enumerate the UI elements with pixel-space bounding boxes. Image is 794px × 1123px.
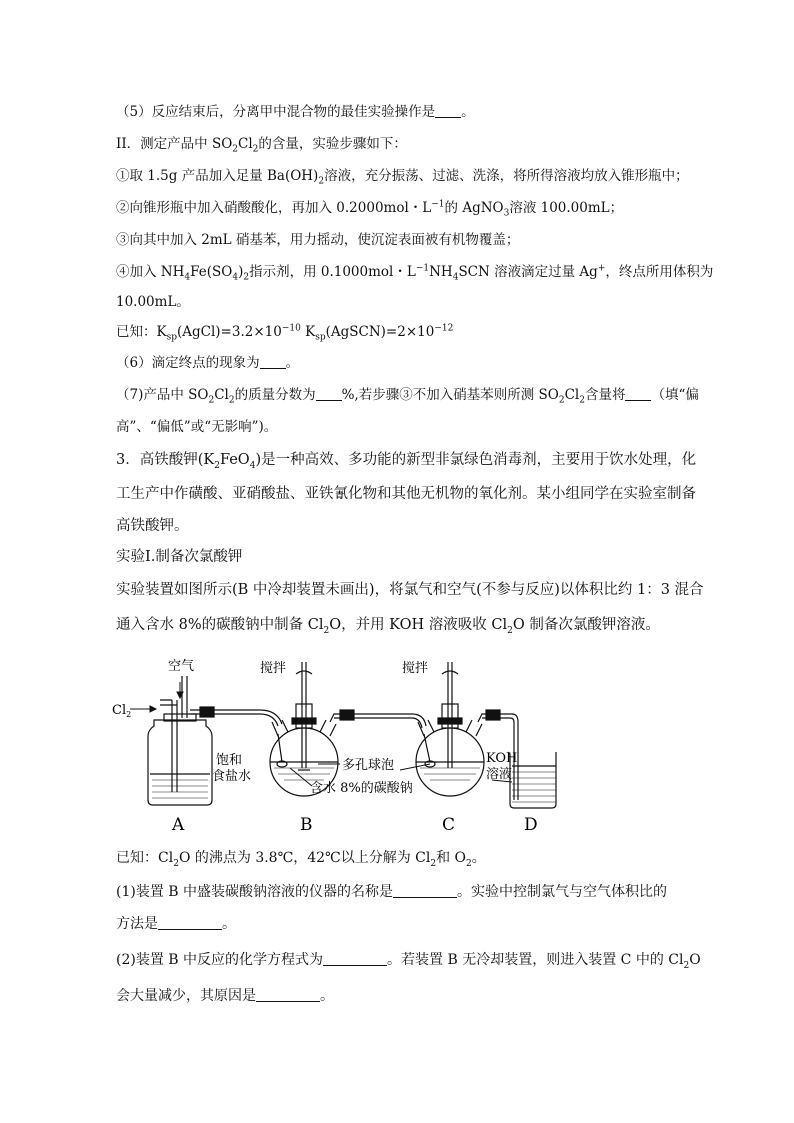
question-7-line: （7)产品中 $SO_2Cl_2$的质量分数为 %,若步骤③不加入硝基苯则所测 $SO_2Cl_2$含量将 （填“偏 [116, 387, 699, 406]
answer-blank[interactable] [435, 103, 461, 118]
brine-label-2: 食盐水 [212, 769, 252, 784]
answer-blank[interactable] [158, 915, 222, 930]
bubble-label: 多孔球泡 [342, 758, 395, 773]
question-1-line: (1)装置 B 中盛装碳酸钠溶液的仪器的名称是 。实验中控制氯气与空气体积比的 [116, 884, 668, 900]
experiment-1-desc: 实验装置如图所示(B 中冷却装置未画出)，将氯气和空气(不参与反应)以体积比约 1：3 混合 [116, 582, 704, 598]
step-4-line: ④加入 $NH_4Fe(SO_4)_2$指示剂，用 0.1000mol・$L^{-1}NH_4SCN$ 溶液滴定过量 Ag+，终点所用体积为 [116, 263, 714, 283]
air-label: 空气 [168, 659, 195, 674]
step-2-line: ②向锥形瓶中加入硝酸酸化，再加入 0.2000mol・$L^{-1}$的 AgNO$_3$溶液 100.00mL； [116, 199, 624, 219]
koh-label-2: 溶液 [486, 767, 513, 782]
question-2-continued: 会大量减少，其原因是 。 [116, 988, 334, 1004]
problem-3-intro-2: 工生产中作磺酸、亚硝酸盐、亚铁氰化物和其他无机物的氧化剂。某小组同学在实验室制备 [116, 486, 696, 502]
cl2-label: $Cl_2$ [112, 703, 132, 719]
answer-blank[interactable] [256, 987, 320, 1002]
question-1-continued: 方法是 。 [116, 916, 236, 932]
answer-blank[interactable] [316, 386, 342, 401]
question-5-line: （5）反应结束后，分离甲中混合物的最佳实验操作是 。 [116, 104, 475, 120]
experiment-1-heading: 实验Ⅰ.制备次氯酸钾 [116, 549, 243, 565]
stir-label-b: 搅拌 [260, 661, 287, 676]
stir-label-c: 搅拌 [402, 661, 429, 676]
apparatus-label-a: A [172, 815, 185, 835]
apparatus-label-d: D [524, 815, 538, 835]
answer-blank[interactable] [323, 951, 387, 966]
koh-label-1: KOH [486, 751, 518, 766]
answer-blank[interactable] [393, 883, 457, 898]
step-4-continued: 10.00mL。 [116, 294, 190, 310]
question-7-continued: 高”、“偏低”或“无影响”)。 [116, 419, 278, 435]
problem-3-intro-3: 高铁酸钾。 [116, 518, 189, 534]
apparatus-label-b: B [300, 815, 313, 835]
brine-label-1: 饱和 [216, 753, 243, 768]
experiment-1-desc-2: 通入含水 8%的碳酸钠中制备 $Cl_2O$，并用 KOH 溶液吸收 $Cl_2O$ 制备次氯酸钾溶液。 [116, 617, 660, 636]
apparatus-diagram [112, 652, 558, 840]
question-6-line: （6）滴定终点的现象为 。 [116, 355, 300, 371]
step-1-line: ①取 1.5g 产品加入足量 $Ba(OH)_2$溶液，充分振荡、过滤、洗涤，将所得溶液均放入锥形瓶中； [116, 168, 689, 187]
step-3-line: ③向其中加入 2mL 硝基苯，用力摇动，使沉淀表面被有机物覆盖； [116, 232, 520, 248]
known-ksp-line: 已知：$K_{sp}(AgCl)=3.2\times 10^{-10}$ $K_{sp}(AgSCN)=2\times 10^{-12}$ [116, 323, 454, 343]
problem-3-intro: 3．高铁酸钾$(K_2FeO_4)$是一种高效、多功能的新型非氯绿色消毒剂，主要用于饮水处理，化 [116, 452, 697, 471]
question-2-line: (2)装置 B 中反应的化学方程式为 。若装置 B 无冷却装置，则进入装置 C 中的 $Cl_2O$ [116, 952, 701, 971]
known-cl2o-line: 已知：$Cl_2O$ 的沸点为 3.8℃，42℃以上分解为 $Cl_2$和 $O_2$。 [116, 850, 486, 869]
answer-blank[interactable] [625, 386, 651, 401]
carbonate-label: 含水 8%的碳酸钠 [310, 781, 413, 796]
answer-blank[interactable] [260, 354, 286, 369]
apparatus-label-c: C [442, 815, 456, 835]
section-ii-heading: II．测定产品中 $SO_2Cl_2$的含量，实验步骤如下： [116, 136, 407, 155]
